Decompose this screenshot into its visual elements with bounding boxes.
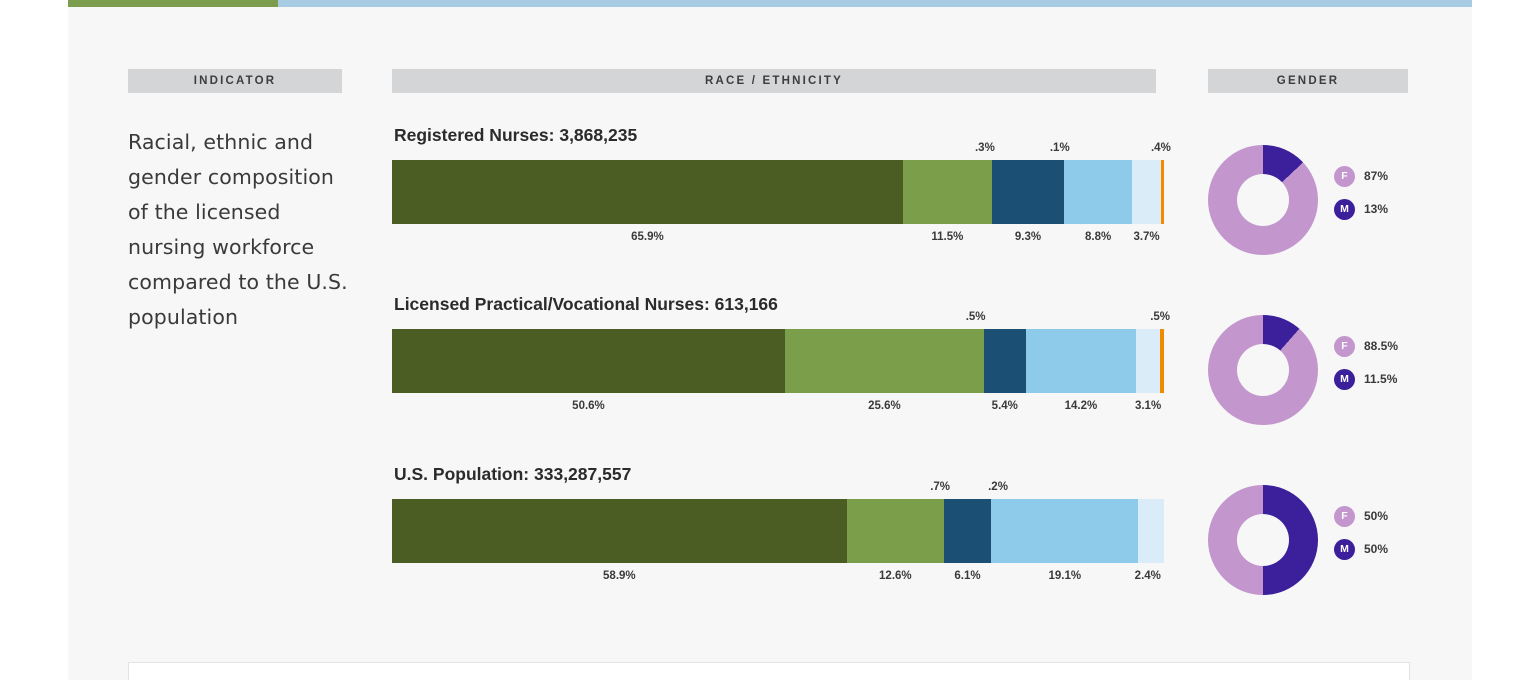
donut-hole: [1237, 344, 1289, 396]
gender-legend: [1334, 505, 1388, 571]
bar-value-label-top: .1%: [1049, 142, 1070, 154]
bar-bottom-labels: [392, 400, 1164, 422]
bar-value-label: 12.6%: [879, 570, 912, 582]
bar-group: [392, 125, 1171, 253]
bar-value-label-top: .5%: [1150, 311, 1171, 323]
bar-value-label: 65.9%: [631, 231, 664, 243]
bar-segment: [991, 499, 1138, 563]
bar-segment: [1157, 499, 1164, 563]
gender-legend: [1334, 165, 1388, 231]
bar-value-label-top: .5%: [965, 311, 986, 323]
bar-segment: [1160, 329, 1164, 393]
bar-wrapper: [392, 142, 1171, 224]
donut-hole: [1237, 174, 1289, 226]
top-strip-segment-blue: [278, 0, 1472, 7]
gender-legend-value: 50%: [1364, 509, 1389, 523]
gender-legend-row: [1334, 165, 1388, 187]
gender-donut-group: [1208, 145, 1428, 241]
gender-legend: [1334, 335, 1398, 401]
column-header-race-ethnicity: RACE / ETHNICITY: [392, 69, 1156, 93]
bar-group: [392, 464, 1164, 592]
bar-wrapper: [392, 311, 1171, 393]
gender-legend-value: 11.5%: [1364, 372, 1398, 386]
bar-value-label: 14.2%: [1064, 400, 1098, 412]
gender-donut-chart: [1208, 485, 1318, 595]
bar-value-label-top: .7%: [930, 481, 951, 493]
gender-donut-chart: [1208, 315, 1318, 425]
gender-legend-value: 88.5%: [1364, 339, 1399, 353]
bar-segment: [992, 160, 1064, 224]
bar-segment: [1064, 160, 1132, 224]
gender-legend-row: [1334, 335, 1398, 357]
bar-segment: [944, 499, 991, 563]
male-badge-icon: M: [1334, 539, 1355, 560]
bar-wrapper: [392, 481, 1164, 563]
bar-segment: [1132, 160, 1161, 224]
bar-value-label: 11.5%: [931, 231, 964, 243]
bar-segment: [847, 499, 944, 563]
indicator-description: Racial, ethnic and gender composition of the licensed nursing workforce compared to the U.S. population: [128, 130, 348, 329]
bar-value-label: 2.4%: [1134, 570, 1161, 582]
bar-group-title: Registered Nurses: 3,868,235: [394, 125, 638, 145]
stacked-bar: [392, 329, 1164, 393]
gender-legend-value: 50%: [1364, 542, 1389, 556]
bar-value-label-top: .3%: [974, 142, 995, 154]
bar-value-label: 50.6%: [572, 400, 605, 412]
column-header-gender: GENDER: [1208, 69, 1408, 93]
bar-group-title: U.S. Population: 333,287,557: [394, 464, 632, 484]
top-strip-segment-green: [68, 0, 278, 7]
female-badge-icon: F: [1334, 166, 1355, 187]
bar-value-label-top: .2%: [988, 481, 1008, 493]
stacked-bar: [392, 160, 1164, 224]
top-progress-strip: [68, 0, 1472, 7]
gender-legend-value: 13%: [1364, 202, 1389, 216]
bar-segment: [392, 499, 847, 563]
bar-segment: [1161, 160, 1164, 224]
bar-segment: [1136, 329, 1160, 393]
gender-donut-chart: [1208, 145, 1318, 255]
bar-value-label: 9.3%: [1014, 231, 1042, 243]
bar-segment: [392, 329, 785, 393]
bar-value-label: 25.6%: [868, 400, 901, 412]
bar-value-label: 8.8%: [1085, 231, 1112, 243]
stacked-bar: [392, 499, 1164, 563]
column-header-indicator: INDICATOR: [128, 69, 342, 93]
bar-value-label: 3.1%: [1134, 400, 1162, 412]
bar-value-label: 19.1%: [1048, 570, 1082, 582]
bar-segment: [1138, 499, 1157, 563]
gender-legend-value: 87%: [1364, 169, 1389, 183]
content-panel: [68, 7, 1472, 680]
gender-donut-group: [1208, 315, 1428, 411]
female-badge-icon: F: [1334, 336, 1355, 357]
bar-group-title: Licensed Practical/Vocational Nurses: 613,166: [394, 294, 778, 314]
gender-legend-row: [1334, 505, 1388, 527]
donut-hole: [1237, 514, 1289, 566]
gender-legend-row: [1334, 538, 1388, 560]
bar-bottom-labels: [392, 570, 1164, 592]
bar-segment: [785, 329, 984, 393]
gender-donut-group: [1208, 485, 1428, 581]
bar-bottom-labels: [392, 231, 1164, 253]
bar-value-label-top: .4%: [1150, 142, 1171, 154]
male-badge-icon: M: [1334, 199, 1355, 220]
bar-value-label: 3.7%: [1133, 231, 1160, 243]
bar-value-label: 58.9%: [603, 570, 636, 582]
bottom-card-partial: [128, 662, 1410, 680]
bar-segment: [903, 160, 992, 224]
male-badge-icon: M: [1334, 369, 1355, 390]
bar-segment: [392, 160, 903, 224]
female-badge-icon: F: [1334, 506, 1355, 527]
bar-group: [392, 294, 1171, 422]
bar-value-label: 5.4%: [991, 400, 1018, 412]
gender-legend-row: [1334, 198, 1388, 220]
bar-segment: [1026, 329, 1136, 393]
gender-legend-row: [1334, 368, 1398, 390]
bar-value-label: 6.1%: [954, 570, 981, 582]
bar-segment: [984, 329, 1026, 393]
